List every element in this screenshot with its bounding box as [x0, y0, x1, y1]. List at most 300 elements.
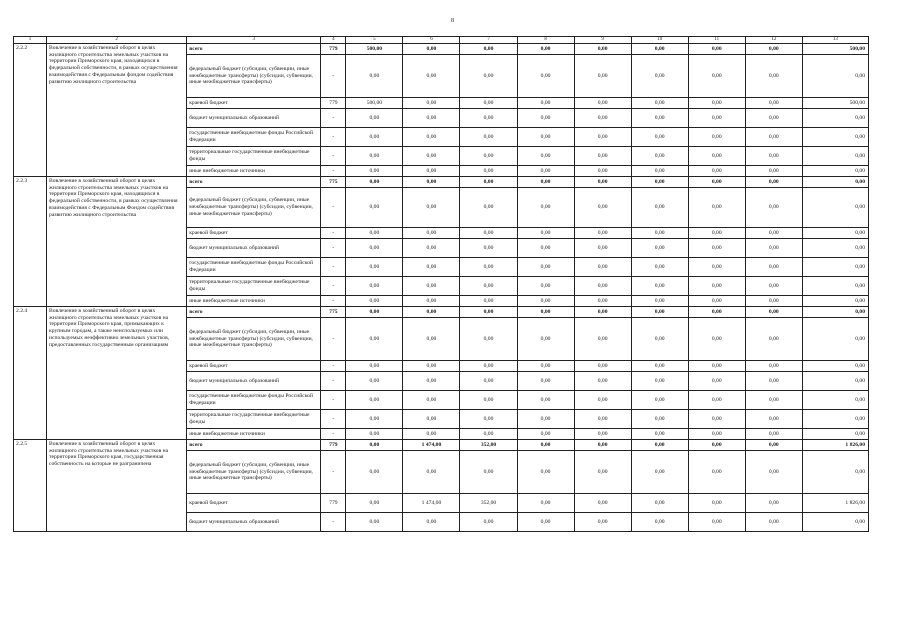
activity-name: Вовлечение в хозяйственный оборот в целях жилищного строительства земельных участков на территории Приморского края, находящихся в федеральной собственности, в рамках осуществления взаимодействия с Федеральным Фондом содействия развитию жилищного строительства — [47, 177, 187, 307]
amount-cell: 0,00 — [745, 429, 802, 440]
amount-cell: 0,00 — [346, 166, 403, 177]
column-number: 3 — [187, 37, 321, 44]
amount-cell: 0,00 — [574, 188, 631, 228]
amount-cell: 0,00 — [460, 166, 517, 177]
activity-name: Вовлечение в хозяйственный оборот в целях жилищного строительства земельных участков на территории Приморского края, примыкающих к крупным городам, а также неиспользуемых или используемых неэффективно земельных участков, предоставленных государственным организациям — [47, 307, 187, 440]
amount-cell: 0,00 — [517, 44, 574, 55]
amount-cell: 0,00 — [346, 188, 403, 228]
budget-code: - — [321, 318, 346, 361]
total-row — [14, 177, 869, 188]
amount-cell: 0,00 — [688, 277, 745, 296]
amount-cell: 0,00 — [745, 513, 802, 532]
column-number: 9 — [574, 37, 631, 44]
funding-source: краевой бюджет — [187, 361, 321, 372]
amount-cell: 0,00 — [346, 177, 403, 188]
amount-cell: 0,00 — [403, 410, 460, 429]
amount-cell: 0,00 — [346, 440, 403, 451]
amount-total-cell: 0,00 — [802, 296, 868, 307]
amount-cell: 0,00 — [460, 228, 517, 239]
budget-code: - — [321, 361, 346, 372]
amount-cell: 0,00 — [403, 228, 460, 239]
activity-name: Вовлечение в хозяйственный оборот в целях жилищного строительства земельных участков на территории Приморского края, находящихся в федеральной собственности, в рамках осуществления взаимодействия с Федеральным фондом содействия развитию жилищного строительства — [47, 44, 187, 177]
amount-cell: 0,00 — [631, 451, 688, 494]
amount-total-cell: 0,00 — [802, 513, 868, 532]
amount-cell: 0,00 — [574, 177, 631, 188]
amount-cell: 0,00 — [517, 239, 574, 258]
amount-cell: 0,00 — [745, 451, 802, 494]
amount-cell: 0,00 — [346, 391, 403, 410]
amount-cell: 0,00 — [574, 372, 631, 391]
budget-table — [13, 36, 869, 532]
budget-code: 779 — [321, 494, 346, 513]
amount-cell: 0,00 — [688, 55, 745, 98]
amount-cell: 0,00 — [574, 166, 631, 177]
amount-cell: 0,00 — [460, 451, 517, 494]
amount-cell: 0,00 — [460, 109, 517, 128]
amount-cell: 0,00 — [517, 109, 574, 128]
amount-cell: 0,00 — [688, 451, 745, 494]
amount-cell: 0,00 — [346, 228, 403, 239]
amount-cell: 0,00 — [745, 258, 802, 277]
amount-cell: 0,00 — [403, 258, 460, 277]
amount-cell: 0,00 — [688, 166, 745, 177]
amount-cell: 0,00 — [745, 55, 802, 98]
amount-cell: 0,00 — [517, 361, 574, 372]
amount-cell: 0,00 — [460, 44, 517, 55]
funding-source: территориальные государственные внебюджетные фонды — [187, 277, 321, 296]
amount-cell: 0,00 — [745, 440, 802, 451]
funding-source: федеральный бюджет (субсидии, субвенции, иные межбюджетные трансферты) (субсидии, субвенции, иные межбюджетные трансферты) — [187, 55, 321, 98]
amount-cell: 0,00 — [346, 513, 403, 532]
funding-source: бюджет муниципальных образований — [187, 109, 321, 128]
amount-cell: 0,00 — [403, 166, 460, 177]
column-number: 2 — [47, 37, 187, 44]
budget-code: 775 — [321, 177, 346, 188]
amount-cell: 0,00 — [688, 318, 745, 361]
column-number: 5 — [346, 37, 403, 44]
amount-cell: 0,00 — [517, 513, 574, 532]
funding-source: бюджет муниципальных образований — [187, 372, 321, 391]
amount-cell: 0,00 — [403, 307, 460, 318]
amount-cell: 0,00 — [631, 98, 688, 109]
amount-cell: 0,00 — [517, 429, 574, 440]
amount-cell: 0,00 — [688, 296, 745, 307]
column-number: 10 — [631, 37, 688, 44]
amount-cell: 0,00 — [574, 109, 631, 128]
amount-cell: 0,00 — [346, 318, 403, 361]
budget-code: - — [321, 188, 346, 228]
activity-code: 2.2.2 — [14, 44, 47, 177]
amount-total-cell: 0,00 — [802, 277, 868, 296]
amount-cell: 0,00 — [631, 188, 688, 228]
amount-total-cell: 0,00 — [802, 109, 868, 128]
amount-cell: 0,00 — [631, 429, 688, 440]
funding-source: всего — [187, 177, 321, 188]
amount-cell: 0,00 — [517, 494, 574, 513]
funding-source: всего — [187, 307, 321, 318]
amount-cell: 0,00 — [688, 147, 745, 166]
amount-cell: 0,00 — [631, 258, 688, 277]
amount-total-cell: 0,00 — [802, 228, 868, 239]
amount-cell: 0,00 — [745, 239, 802, 258]
funding-source: федеральный бюджет (субсидии, субвенции, иные межбюджетные трансферты) (субсидии, субвенции, иные межбюджетные трансферты) — [187, 188, 321, 228]
amount-cell: 0,00 — [517, 391, 574, 410]
amount-cell: 0,00 — [574, 296, 631, 307]
amount-cell: 0,00 — [403, 109, 460, 128]
amount-cell: 0,00 — [688, 128, 745, 147]
budget-code: - — [321, 391, 346, 410]
column-number: 12 — [745, 37, 802, 44]
activity-name: Вовлечение в хозяйственный оборот в целях жилищного строительства земельных участков на территории Приморского края, государственная собственность на которые не разграничена — [47, 440, 187, 532]
funding-source: краевой бюджет — [187, 228, 321, 239]
amount-cell: 0,00 — [574, 98, 631, 109]
amount-total-cell: 0,00 — [802, 147, 868, 166]
amount-cell: 0,00 — [517, 166, 574, 177]
budget-code: - — [321, 228, 346, 239]
amount-cell: 0,00 — [631, 391, 688, 410]
amount-total-cell: 0,00 — [802, 372, 868, 391]
amount-cell: 0,00 — [460, 98, 517, 109]
amount-cell: 0,00 — [517, 228, 574, 239]
amount-cell: 0,00 — [460, 128, 517, 147]
amount-cell: 0,00 — [574, 513, 631, 532]
amount-cell: 0,00 — [631, 494, 688, 513]
amount-total-cell: 0,00 — [802, 451, 868, 494]
amount-cell: 0,00 — [517, 188, 574, 228]
amount-cell: 0,00 — [403, 147, 460, 166]
amount-cell: 352,00 — [460, 440, 517, 451]
amount-cell: 0,00 — [745, 177, 802, 188]
amount-cell: 0,00 — [688, 307, 745, 318]
amount-cell: 0,00 — [460, 307, 517, 318]
amount-cell: 500,00 — [346, 44, 403, 55]
amount-cell: 0,00 — [631, 372, 688, 391]
budget-code: - — [321, 372, 346, 391]
amount-cell: 0,00 — [517, 147, 574, 166]
amount-cell: 0,00 — [517, 451, 574, 494]
amount-cell: 0,00 — [574, 128, 631, 147]
amount-cell: 0,00 — [517, 98, 574, 109]
amount-cell: 0,00 — [346, 494, 403, 513]
amount-cell: 0,00 — [346, 307, 403, 318]
amount-cell: 0,00 — [517, 177, 574, 188]
amount-cell: 0,00 — [403, 391, 460, 410]
amount-cell: 0,00 — [745, 307, 802, 318]
amount-cell: 0,00 — [745, 147, 802, 166]
amount-total-cell: 1 826,00 — [802, 440, 868, 451]
budget-code: - — [321, 277, 346, 296]
funding-source: федеральный бюджет (субсидии, субвенции, иные межбюджетные трансферты) (субсидии, субвенции, иные межбюджетные трансферты) — [187, 451, 321, 494]
budget-code: - — [321, 55, 346, 98]
amount-cell: 0,00 — [745, 44, 802, 55]
amount-cell: 0,00 — [517, 318, 574, 361]
amount-cell: 0,00 — [631, 361, 688, 372]
funding-source: государственные внебюджетные фонды Российской Федерации — [187, 258, 321, 277]
budget-code: - — [321, 109, 346, 128]
budget-code: - — [321, 147, 346, 166]
amount-cell: 0,00 — [574, 429, 631, 440]
amount-cell: 0,00 — [688, 513, 745, 532]
amount-cell: 0,00 — [688, 44, 745, 55]
amount-total-cell: 0,00 — [802, 410, 868, 429]
amount-cell: 0,00 — [688, 440, 745, 451]
amount-cell: 0,00 — [631, 296, 688, 307]
amount-cell: 0,00 — [403, 451, 460, 494]
amount-cell: 0,00 — [745, 277, 802, 296]
amount-cell: 0,00 — [460, 177, 517, 188]
amount-cell: 0,00 — [346, 451, 403, 494]
column-number: 11 — [688, 37, 745, 44]
amount-cell: 0,00 — [745, 109, 802, 128]
funding-source: бюджет муниципальных образований — [187, 239, 321, 258]
amount-cell: 0,00 — [574, 258, 631, 277]
amount-total-cell: 0,00 — [802, 166, 868, 177]
budget-code: - — [321, 296, 346, 307]
amount-cell: 0,00 — [745, 98, 802, 109]
column-number: 6 — [403, 37, 460, 44]
amount-total-cell: 0,00 — [802, 307, 868, 318]
amount-total-cell: 500,00 — [802, 44, 868, 55]
total-row — [14, 440, 869, 451]
amount-total-cell: 0,00 — [802, 128, 868, 147]
funding-source: государственные внебюджетные фонды Российской Федерации — [187, 391, 321, 410]
amount-cell: 0,00 — [631, 109, 688, 128]
funding-source: бюджет муниципальных образований — [187, 513, 321, 532]
activity-code: 2.2.4 — [14, 307, 47, 440]
amount-total-cell: 1 826,00 — [802, 494, 868, 513]
amount-total-cell: 0,00 — [802, 429, 868, 440]
amount-cell: 0,00 — [403, 372, 460, 391]
budget-code: 775 — [321, 307, 346, 318]
amount-cell: 0,00 — [745, 296, 802, 307]
amount-cell: 0,00 — [574, 147, 631, 166]
amount-cell: 0,00 — [403, 188, 460, 228]
amount-cell: 0,00 — [688, 372, 745, 391]
amount-cell: 0,00 — [460, 372, 517, 391]
amount-cell: 0,00 — [631, 440, 688, 451]
amount-cell: 0,00 — [745, 410, 802, 429]
amount-cell: 0,00 — [631, 177, 688, 188]
amount-total-cell: 0,00 — [802, 258, 868, 277]
amount-cell: 0,00 — [631, 277, 688, 296]
amount-cell: 0,00 — [745, 128, 802, 147]
amount-cell: 0,00 — [517, 128, 574, 147]
funding-source: территориальные государственные внебюджетные фонды — [187, 410, 321, 429]
funding-source: краевой бюджет — [187, 494, 321, 513]
amount-cell: 0,00 — [631, 318, 688, 361]
amount-cell: 0,00 — [517, 258, 574, 277]
funding-source: территориальные государственные внебюджетные фонды — [187, 147, 321, 166]
amount-cell: 0,00 — [346, 55, 403, 98]
amount-cell: 0,00 — [745, 228, 802, 239]
funding-source: иные внебюджетные источники — [187, 429, 321, 440]
funding-source: краевой бюджет — [187, 98, 321, 109]
budget-code: - — [321, 258, 346, 277]
amount-cell: 0,00 — [745, 372, 802, 391]
amount-cell: 0,00 — [574, 391, 631, 410]
amount-cell: 0,00 — [460, 296, 517, 307]
amount-cell: 0,00 — [460, 258, 517, 277]
amount-cell: 0,00 — [517, 372, 574, 391]
amount-cell: 0,00 — [346, 258, 403, 277]
funding-source: всего — [187, 440, 321, 451]
amount-cell: 0,00 — [688, 177, 745, 188]
amount-cell: 0,00 — [460, 318, 517, 361]
amount-cell: 0,00 — [574, 307, 631, 318]
amount-cell: 0,00 — [403, 239, 460, 258]
amount-cell: 0,00 — [517, 277, 574, 296]
amount-cell: 0,00 — [460, 277, 517, 296]
funding-source: государственные внебюджетные фонды Российской Федерации — [187, 128, 321, 147]
amount-cell: 0,00 — [688, 429, 745, 440]
amount-cell: 0,00 — [631, 307, 688, 318]
amount-cell: 352,00 — [460, 494, 517, 513]
amount-cell: 0,00 — [403, 177, 460, 188]
amount-cell: 0,00 — [745, 166, 802, 177]
amount-cell: 0,00 — [631, 166, 688, 177]
column-number: 4 — [321, 37, 346, 44]
amount-cell: 0,00 — [688, 410, 745, 429]
amount-cell: 0,00 — [460, 55, 517, 98]
amount-cell: 0,00 — [403, 44, 460, 55]
amount-cell: 0,00 — [403, 513, 460, 532]
amount-cell: 0,00 — [574, 361, 631, 372]
amount-total-cell: 0,00 — [802, 55, 868, 98]
amount-cell: 0,00 — [460, 513, 517, 532]
amount-cell: 0,00 — [403, 296, 460, 307]
amount-cell: 500,00 — [346, 98, 403, 109]
amount-cell: 0,00 — [460, 188, 517, 228]
amount-cell: 0,00 — [346, 429, 403, 440]
budget-code: - — [321, 451, 346, 494]
amount-cell: 0,00 — [688, 109, 745, 128]
amount-cell: 0,00 — [745, 494, 802, 513]
amount-cell: 0,00 — [517, 296, 574, 307]
budget-code: - — [321, 410, 346, 429]
amount-cell: 0,00 — [574, 451, 631, 494]
amount-cell: 0,00 — [574, 239, 631, 258]
amount-cell: 0,00 — [346, 128, 403, 147]
amount-cell: 0,00 — [688, 258, 745, 277]
amount-cell: 0,00 — [460, 147, 517, 166]
amount-cell: 0,00 — [574, 277, 631, 296]
budget-code: - — [321, 429, 346, 440]
budget-code: - — [321, 239, 346, 258]
amount-cell: 0,00 — [631, 239, 688, 258]
column-number: 8 — [517, 37, 574, 44]
amount-cell: 0,00 — [745, 318, 802, 361]
amount-cell: 0,00 — [460, 391, 517, 410]
column-number: 1 — [14, 37, 47, 44]
amount-cell: 1 474,00 — [403, 494, 460, 513]
amount-cell: 0,00 — [688, 98, 745, 109]
budget-code: - — [321, 513, 346, 532]
page-number: 8 — [451, 18, 454, 24]
amount-cell: 0,00 — [688, 391, 745, 410]
amount-cell: 0,00 — [631, 128, 688, 147]
amount-cell: 0,00 — [403, 55, 460, 98]
amount-total-cell: 0,00 — [802, 318, 868, 361]
amount-cell: 0,00 — [403, 128, 460, 147]
amount-total-cell: 0,00 — [802, 391, 868, 410]
budget-code: 779 — [321, 440, 346, 451]
total-row — [14, 44, 869, 55]
amount-cell: 0,00 — [346, 147, 403, 166]
amount-cell: 0,00 — [688, 361, 745, 372]
amount-cell: 0,00 — [517, 307, 574, 318]
amount-cell: 0,00 — [346, 109, 403, 128]
amount-total-cell: 0,00 — [802, 188, 868, 228]
amount-cell: 0,00 — [574, 494, 631, 513]
amount-cell: 0,00 — [346, 410, 403, 429]
amount-cell: 0,00 — [631, 44, 688, 55]
amount-cell: 0,00 — [688, 494, 745, 513]
amount-cell: 0,00 — [688, 188, 745, 228]
amount-cell: 0,00 — [745, 361, 802, 372]
funding-source: иные внебюджетные источники — [187, 296, 321, 307]
amount-cell: 0,00 — [631, 55, 688, 98]
amount-cell: 0,00 — [403, 98, 460, 109]
funding-source: федеральный бюджет (субсидии, субвенции, иные межбюджетные трансферты) (субсидии, субвенции, иные межбюджетные трансферты) — [187, 318, 321, 361]
amount-cell: 0,00 — [631, 410, 688, 429]
amount-cell: 0,00 — [460, 410, 517, 429]
amount-cell: 0,00 — [346, 361, 403, 372]
amount-cell: 0,00 — [517, 440, 574, 451]
funding-source: всего — [187, 44, 321, 55]
amount-cell: 0,00 — [631, 228, 688, 239]
column-number: 13 — [802, 37, 868, 44]
column-number-row — [14, 37, 869, 44]
amount-cell: 0,00 — [403, 277, 460, 296]
column-number: 7 — [460, 37, 517, 44]
amount-total-cell: 500,00 — [802, 98, 868, 109]
amount-cell: 0,00 — [346, 277, 403, 296]
amount-cell: 1 474,00 — [403, 440, 460, 451]
amount-cell: 0,00 — [574, 440, 631, 451]
budget-code: 779 — [321, 44, 346, 55]
amount-cell: 0,00 — [745, 391, 802, 410]
total-row — [14, 307, 869, 318]
activity-code: 2.2.5 — [14, 440, 47, 532]
amount-cell: 0,00 — [346, 372, 403, 391]
amount-total-cell: 0,00 — [802, 239, 868, 258]
budget-code: - — [321, 128, 346, 147]
amount-cell: 0,00 — [403, 429, 460, 440]
amount-cell: 0,00 — [688, 228, 745, 239]
amount-cell: 0,00 — [517, 410, 574, 429]
amount-cell: 0,00 — [403, 318, 460, 361]
amount-cell: 0,00 — [517, 55, 574, 98]
amount-cell: 0,00 — [574, 44, 631, 55]
amount-cell: 0,00 — [745, 188, 802, 228]
amount-cell: 0,00 — [688, 239, 745, 258]
budget-code: 779 — [321, 98, 346, 109]
amount-cell: 0,00 — [631, 513, 688, 532]
amount-cell: 0,00 — [574, 318, 631, 361]
funding-source: иные внебюджетные источники — [187, 166, 321, 177]
budget-code: - — [321, 166, 346, 177]
amount-cell: 0,00 — [574, 410, 631, 429]
amount-cell: 0,00 — [346, 296, 403, 307]
amount-cell: 0,00 — [460, 429, 517, 440]
amount-cell: 0,00 — [631, 147, 688, 166]
activity-code: 2.2.3 — [14, 177, 47, 307]
amount-cell: 0,00 — [403, 361, 460, 372]
amount-cell: 0,00 — [574, 228, 631, 239]
amount-total-cell: 0,00 — [802, 177, 868, 188]
amount-cell: 0,00 — [460, 239, 517, 258]
amount-cell: 0,00 — [460, 361, 517, 372]
